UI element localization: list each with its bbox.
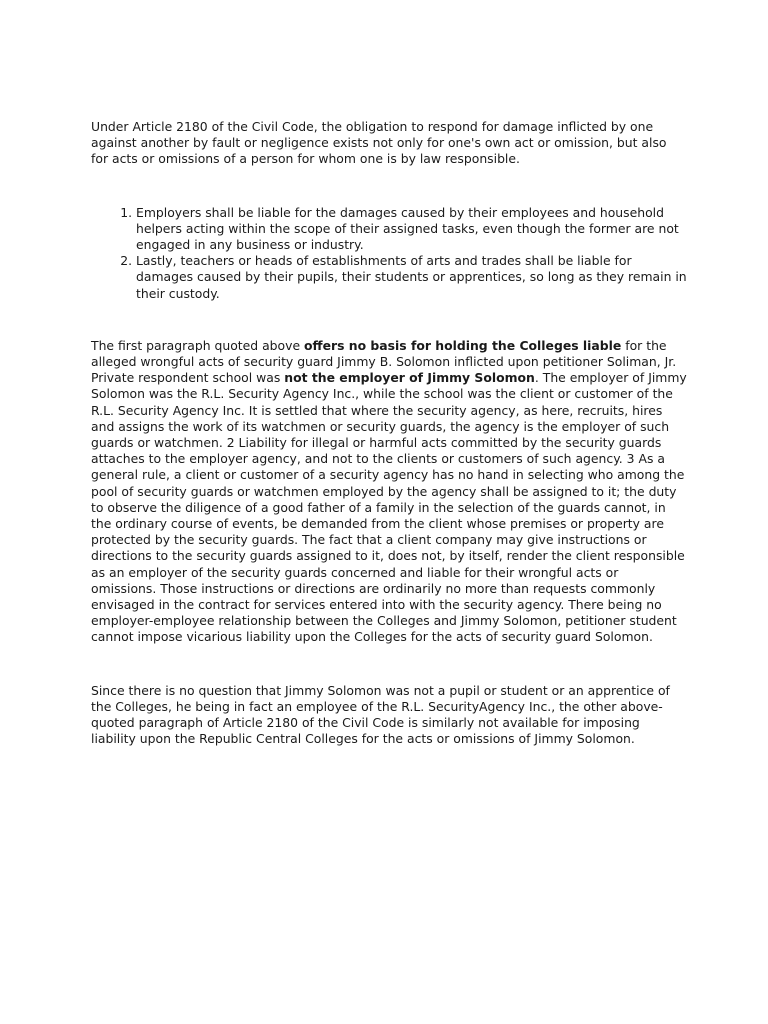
list-item: 1. Employers shall be liable for the damages caused by their employees and household helpers acting within the scope of their assigned tasks, even though the former are not engaged in any business or industry. <box>136 205 687 254</box>
bold-phrase-no-basis: offers no basis for holding the Colleges liable <box>304 337 622 353</box>
list-item: 2. Lastly, teachers or heads of establishments of arts and trades shall be liable for damages caused by their pupils, their students or apprentices, so long as they remain in their custody. <box>136 253 687 302</box>
bold-phrase-not-employer: not the employer of Jimmy Solomon <box>284 370 535 386</box>
conclusion-paragraph: Since there is no question that Jimmy Solomon was not a pupil or student or an apprentice of the Colleges, he being in fact an employee of the R.L. SecurityAgency Inc., the other above-quoted paragraph of Article 2180 of the Civil Code is similarly not available for imposing liability upon the Republic Central Colleges for the acts or omissions of Jimmy Solomon. <box>91 682 670 747</box>
intro-paragraph: Under Article 2180 of the Civil Code, the obligation to respond for damage inflicted by one against another by fault or negligence exists not only for one's own act or omission, but also for acts or omissions of a person for whom one is by law responsible. <box>91 119 667 167</box>
text-run: . The employer of Jimmy Solomon was the R.L. Security Agency Inc., while the school was the client or customer of the R.L. Security Agency Inc. It is settled that where the security agency, as here, recruits, hires and assigns the work of its watchmen or security guards, the agency is the employer of such guards or watchmen. 2 Liability for illegal or harmful acts committed by the security guards attaches to the employer agency, and not to the clients or customers of such agency. 3 As a general rule, a client or customer of a security agency has no hand in selecting who among the pool of security guards or watchmen employed by the agency shall be assigned to it; the duty to observe the diligence of a good father of a family in the selection of the guards cannot, in the ordinary course of events, be demanded from the client whose premises or property are protected by the security guards. The fact that a client company may give instructions or directions to the security guards assigned to it, does not, by itself, render the client responsible as an employer of the security guards concerned and liable for their wrongful acts or omissions. Those instructions or directions are ordinarily no more than requests commonly envisaged in the contract for services entered into with the security agency. There being no employer-employee relationship between the Colleges and Jimmy Solomon, petitioner student cannot impose vicarious liability upon the Colleges for the acts of security guard Solomon. <box>91 370 687 645</box>
text-run: The first paragraph quoted above <box>91 337 305 353</box>
text-run: for the alleged wrongful acts of security guard Jimmy B. Solomon inflicted upon petitioner Soliman, Jr. Private respondent school was <box>91 337 677 386</box>
article-2180-list <box>91 205 687 302</box>
document-body <box>91 119 687 748</box>
analysis-paragraph <box>91 338 687 646</box>
